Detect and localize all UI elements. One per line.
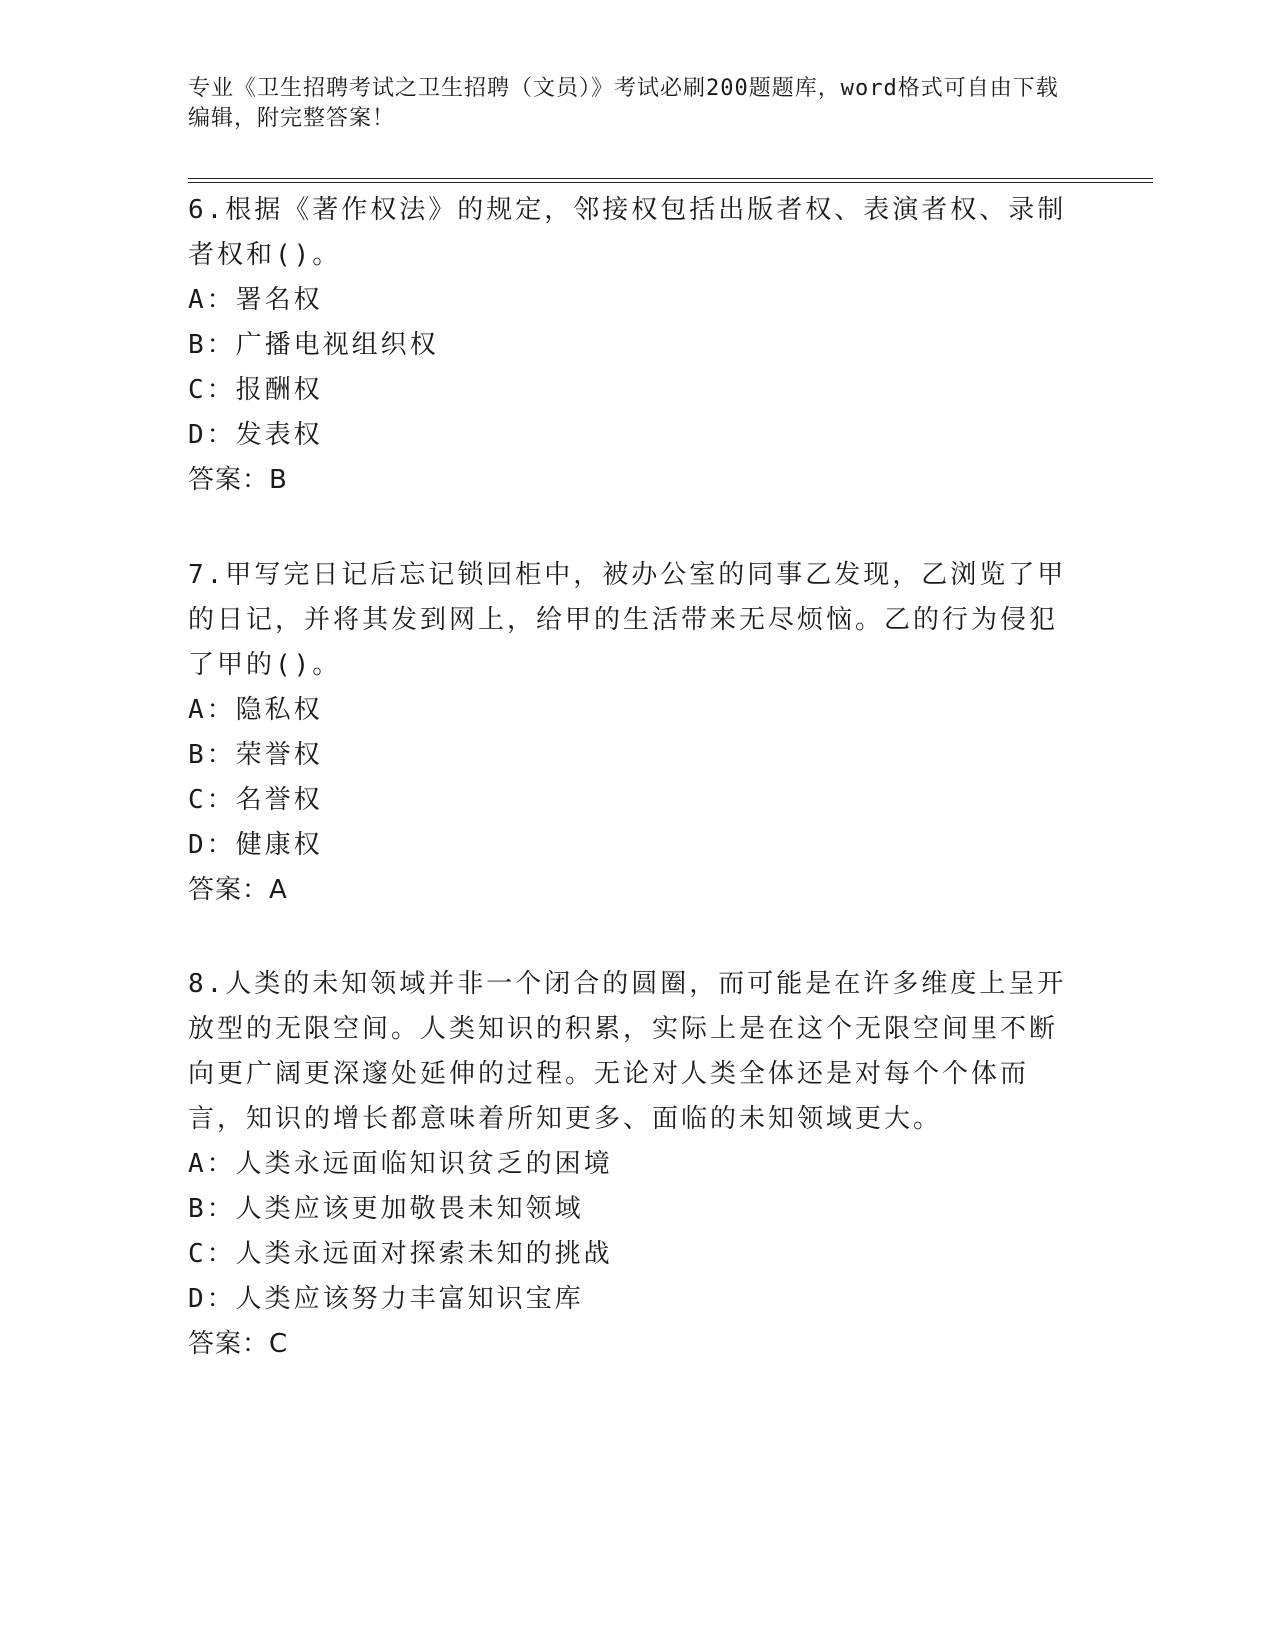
question-8 [188, 962, 1068, 1367]
option-a: A：隐私权 [188, 695, 323, 725]
question-6 [188, 188, 1068, 503]
question-stem: 6.根据《著作权法》的规定，邻接权包括出版者权、表演者权、录制者权和()。 [188, 195, 1067, 270]
header-divider-bottom [188, 182, 1153, 183]
option-c: C：报酬权 [188, 375, 323, 405]
question-7 [188, 553, 1068, 913]
document-header: 专业《卫生招聘考试之卫生招聘（文员）》考试必刷200题题库，word格式可自由下载编辑，附完整答案！ [188, 76, 1059, 131]
option-b: B：广播电视组织权 [188, 330, 439, 360]
option-a: A：人类永远面临知识贫乏的困境 [188, 1149, 613, 1179]
question-stem: 7.甲写完日记后忘记锁回柜中，被办公室的同事乙发现，乙浏览了甲的日记，并将其发到网上，给甲的生活带来无尽烦恼。乙的行为侵犯了甲的()。 [188, 560, 1067, 680]
option-d: D：人类应该努力丰富知识宝库 [188, 1284, 584, 1314]
header-divider-top [188, 178, 1153, 179]
option-c: C：人类永远面对探索未知的挑战 [188, 1239, 613, 1269]
answer: 答案：C [188, 1329, 289, 1359]
option-d: D：健康权 [188, 830, 323, 860]
option-b: B：人类应该更加敬畏未知领域 [188, 1194, 584, 1224]
option-b: B：荣誉权 [188, 740, 323, 770]
question-stem: 8.人类的未知领域并非一个闭合的圆圈，而可能是在许多维度上呈开放型的无限空间。人类知识的积累，实际上是在这个无限空间里不断向更广阔更深邃处延伸的过程。无论对人类全体还是对每个个体而言，知识的增长都意味着所知更多、面临的未知领域更大。 [188, 969, 1067, 1134]
option-d: D：发表权 [188, 420, 323, 450]
answer: 答案：A [188, 875, 288, 905]
answer: 答案：B [188, 465, 288, 495]
option-c: C：名誉权 [188, 785, 323, 815]
option-a: A：署名权 [188, 285, 323, 315]
